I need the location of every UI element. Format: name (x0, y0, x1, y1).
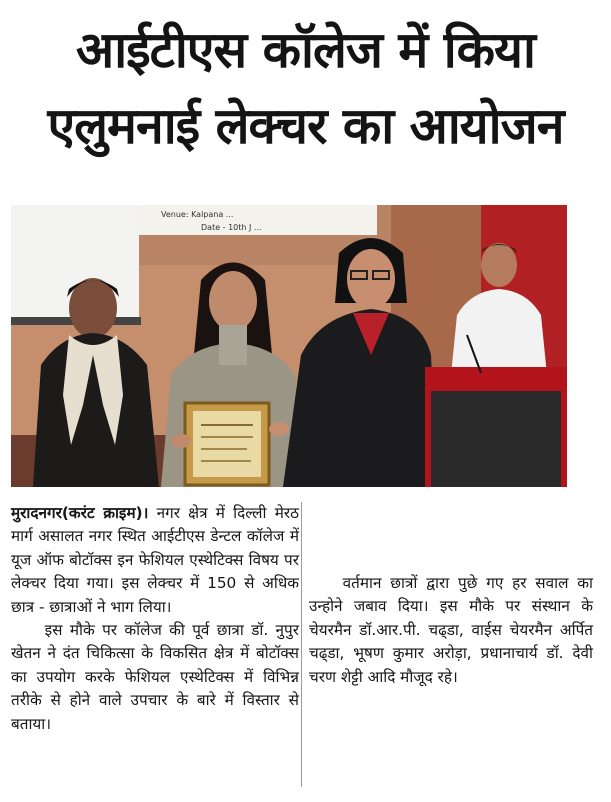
dateline: मुरादनगर(करंट क्राइम)। (11, 504, 149, 522)
banner-venue-text: Venue: Kalpana ... (161, 210, 234, 219)
headline (0, 12, 611, 164)
article-paragraph-1 (11, 502, 299, 619)
article-column-right (309, 502, 593, 689)
paragraph-1-text: नगर क्षेत्र में दिल्ली मेरठ मार्ग असालत नगर स्थित आईटीएस डेन्टल कॉलेज में यूज ऑफ बोटॉक्स इन फेशियल एस्थेटिक्स विषय पर लेक्चर दिया गया। इस लेक्चर में 150 से अधिक छात्र - छात्राओं ने भाग लिया। (11, 504, 299, 616)
headline-line-1: आईटीएस कॉलेज में किया (75, 21, 536, 79)
banner-date-text: Date - 10th J ... (201, 223, 262, 232)
award-plaque-icon (185, 403, 269, 485)
column-divider (301, 502, 302, 787)
headline-line-2: एलुमनाई लेक्चर का आयोजन (47, 97, 564, 155)
article-body (11, 502, 595, 792)
article-paragraph-3: वर्तमान छात्रों द्वारा पुछे गए हर सवाल का उन्होने जबाव दिया। इस मौके पर संस्थान के चेयरमैन डॉ.आर.पी. चढ्डा, वाईस चेयरमैन अर्पित चढ्डा, भूषण कुमार अरोड़ा, प्रधानाचार्य डॉ. देवी चरण शेट्टी आदि मौजूद रहे। (309, 574, 593, 686)
news-photo (11, 205, 567, 487)
article-paragraph-2: इस मौके पर कॉलेज की पूर्व छात्रा डॉ. नुपुर खेतन ने दंत चिकित्सा के विकसित क्षेत्र में बोटॉक्स का उपयोग करके फेशियल एस्थेटिक्स में विभिन्न तरीके से होने वाले उपचार के बारे में विस्तार से बताया। (11, 621, 299, 733)
article-column-left (11, 502, 299, 736)
